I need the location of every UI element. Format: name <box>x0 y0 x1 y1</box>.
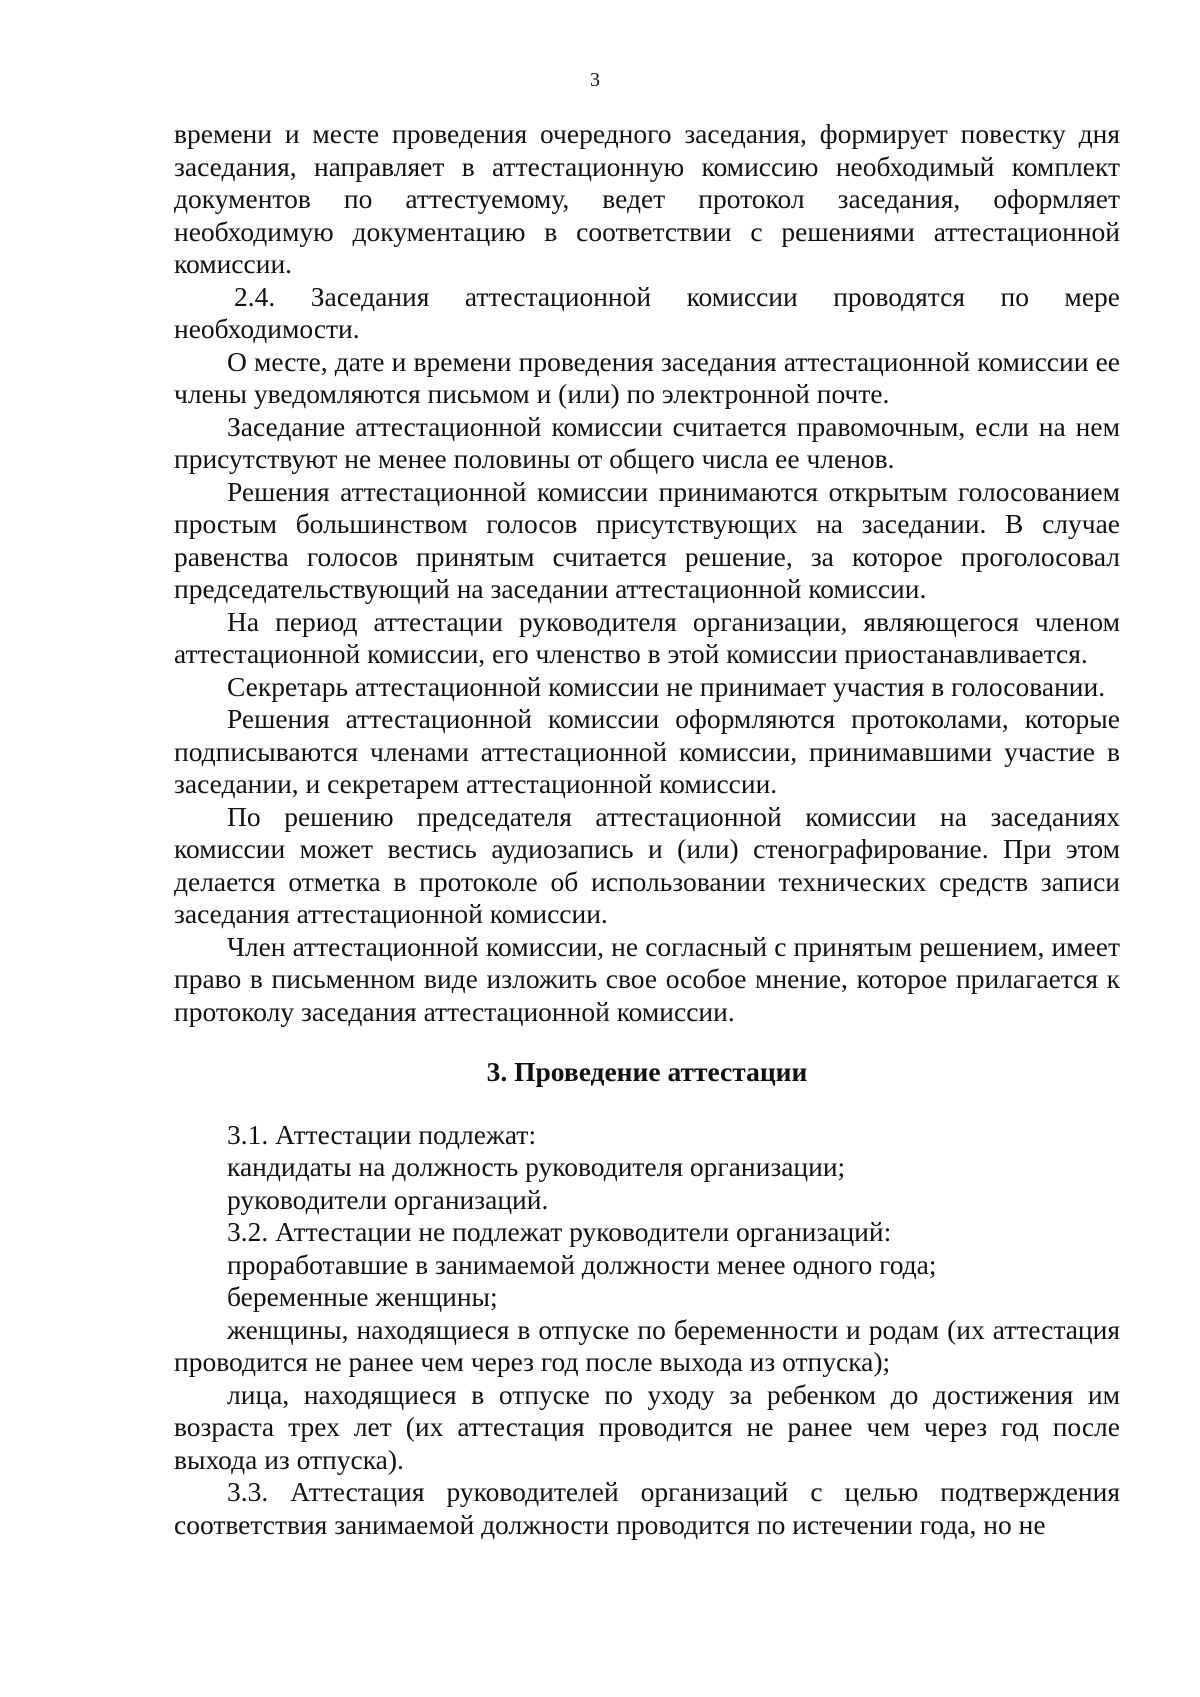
paragraph-membership-suspension: На период аттестации руководителя организации, являющегося членом аттестационной комиссии, его членство в этой комиссии приостанавливается. <box>174 605 1120 669</box>
paragraph-3-2: 3.2. Аттестации не подлежат руководители организаций: <box>227 1216 892 1247</box>
paragraph-audio-recording: По решению председателя аттестационной комиссии на заседаниях комиссии может вестись аудиозапись и (или) стенографирование. При этом делается отметка в протоколе об использовании технических средств записи заседания аттестационной комиссии. <box>174 800 1120 929</box>
paragraph-quorum: Заседание аттестационной комиссии считается правомочным, если на нем присутствуют не менее половины от общего числа ее членов. <box>174 410 1120 474</box>
paragraph-3-1: 3.1. Аттестации подлежат: <box>227 1118 537 1150</box>
page-number: 3 <box>590 69 600 91</box>
list-item: проработавшие в занимаемой должности менее одного года; <box>227 1248 937 1280</box>
paragraph-notification: О месте, дате и времени проведения заседания аттестационной комиссии ее члены уведомляются письмом и (или) по электронной почте. <box>174 345 1120 409</box>
list-item: женщины, находящиеся в отпуске по беременности и родам (их аттестация проводится не ранее чем через год после выхода из отпуска); <box>174 1313 1120 1377</box>
list-item: кандидаты на должность руководителя организации; <box>227 1151 846 1182</box>
paragraph-dissenting-opinion: Член аттестационной комиссии, не согласный с принятым решением, имеет право в письменном виде изложить свое особое мнение, которое прилагается к протоколу заседания аттестационной комиссии. <box>174 930 1120 1027</box>
list-item: беременные женщины; <box>227 1281 498 1312</box>
paragraph-2-4: 2.4. Заседания аттестационной комиссии проводятся по мере необходимости. <box>174 280 1120 344</box>
list-item: лица, находящиеся в отпуске по уходу за ребенком до достижения им возраста трех лет (их аттестация проводится не ранее чем через год после выхода из отпуска). <box>174 1378 1120 1475</box>
section-heading: 3. Проведение аттестации <box>486 1056 808 1087</box>
paragraph-continuation: времени и месте проведения очередного заседания, формирует повестку дня заседания, направляет в аттестационную комиссию необходимый комплект документов по аттестуемому, ведет протокол заседания, оформляет необходимую документацию в соответствии с решениями аттестационной комиссии. <box>174 118 1120 279</box>
paragraph-voting: Решения аттестационной комиссии принимаются открытым голосованием простым большинством голосов присутствующих на заседании. В случае равенства голосов принятым считается решение, за которое проголосовал председательствующий на заседании аттестационной комиссии. <box>174 475 1120 604</box>
list-item: руководители организаций. <box>227 1183 549 1215</box>
document-body <box>174 118 1120 1541</box>
paragraph-protocols: Решения аттестационной комиссии оформляются протоколами, которые подписываются членами аттестационной комиссии, принимавшими участие в заседании, и секретарем аттестационной комиссии. <box>174 703 1120 799</box>
paragraph-3-3: 3.3. Аттестация руководителей организаций с целью подтверждения соответствия занимаемой должности проводится по истечении года, но не <box>174 1476 1120 1540</box>
paragraph-secretary: Секретарь аттестационной комиссии не принимает участия в голосовании. <box>227 670 1106 702</box>
